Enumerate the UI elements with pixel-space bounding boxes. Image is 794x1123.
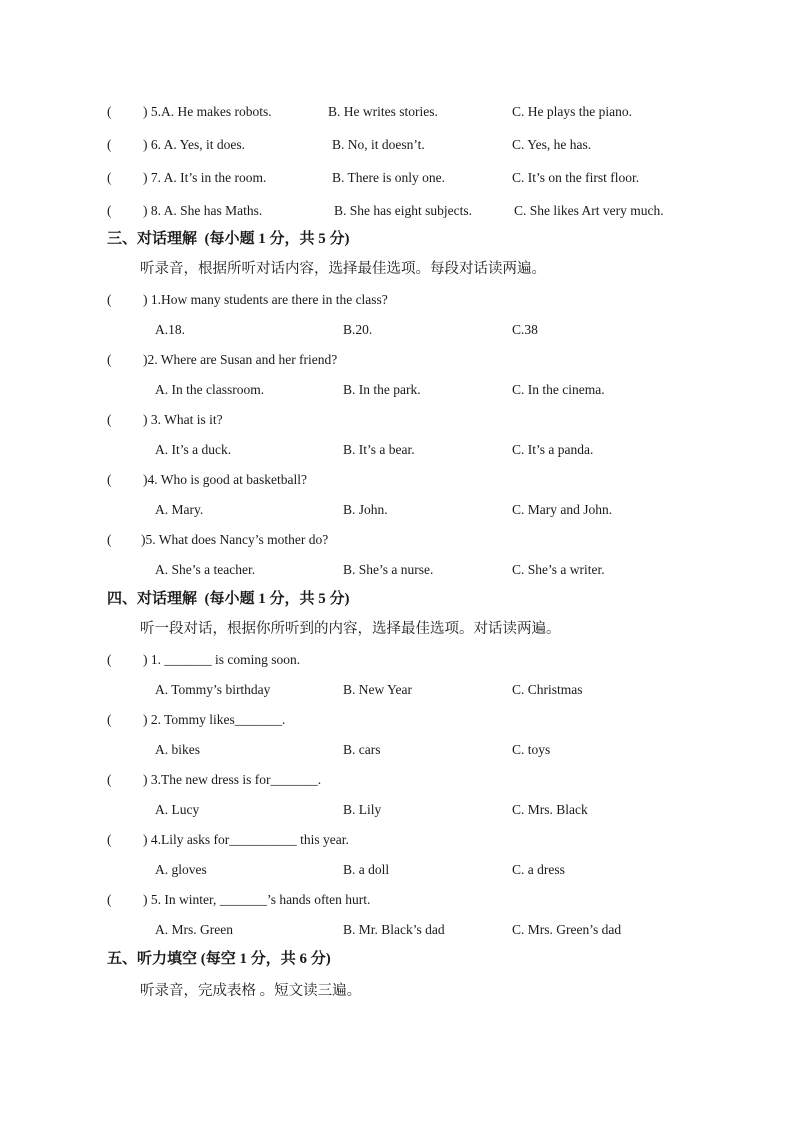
option-b: B. No, it doesn’t. bbox=[332, 137, 425, 152]
option-a: A. Lucy bbox=[155, 802, 200, 817]
option-b: B. Mr. Black’s dad bbox=[343, 922, 445, 937]
question-text: ) 3.The new dress is for_______. bbox=[143, 772, 322, 787]
section-heading-4: 四、对话理解 (每小题 1 分，共 5 分) bbox=[107, 591, 350, 607]
question-text: ) 6. A. Yes, it does. bbox=[143, 137, 246, 152]
option-a: A. In the classroom. bbox=[155, 382, 265, 397]
answer-paren[interactable]: ( bbox=[107, 292, 112, 307]
option-b: B. In the park. bbox=[343, 382, 421, 397]
section-instruction-3: 听录音，根据所听对话内容，选择最佳选项。每段对话读两遍。 bbox=[140, 261, 546, 277]
option-c: C. It’s on the first floor. bbox=[512, 170, 640, 185]
question-text: ) 4.Lily asks for__________ this year. bbox=[143, 832, 349, 847]
option-a: A. It’s a duck. bbox=[155, 442, 232, 457]
option-c: C. Mary and John. bbox=[512, 502, 613, 517]
question-text: ) 5. In winter, _______’s hands often hurt. bbox=[143, 892, 371, 907]
option-b: B.20. bbox=[343, 322, 373, 337]
question-text: ) 5.A. He makes robots. bbox=[143, 104, 272, 119]
option-b: B. New Year bbox=[343, 682, 412, 697]
question-text: ) 2. Tommy likes_______. bbox=[143, 712, 286, 727]
question-text: )2. Where are Susan and her friend? bbox=[143, 352, 338, 367]
option-a: A.18. bbox=[155, 322, 185, 337]
question-text: )5. What does Nancy’s mother do? bbox=[141, 532, 329, 547]
option-a: A. Mary. bbox=[155, 502, 204, 517]
question-text: ) 1.How many students are there in the class? bbox=[143, 292, 388, 307]
option-c: C. She’s a writer. bbox=[512, 562, 605, 577]
answer-paren[interactable]: ( bbox=[107, 892, 112, 907]
question-text: ) 7. A. It’s in the room. bbox=[143, 170, 267, 185]
option-c: C. Mrs. Green’s dad bbox=[512, 922, 622, 937]
answer-paren[interactable]: ( bbox=[107, 203, 112, 218]
option-c: C. In the cinema. bbox=[512, 382, 605, 397]
question-text: )4. Who is good at basketball? bbox=[143, 472, 307, 487]
option-b: B. There is only one. bbox=[332, 170, 445, 185]
question-text: ) 3. What is it? bbox=[143, 412, 223, 427]
option-b: B. He writes stories. bbox=[328, 104, 438, 119]
answer-paren[interactable]: ( bbox=[107, 352, 112, 367]
option-a: A. Tommy’s birthday bbox=[155, 682, 271, 697]
answer-paren[interactable]: ( bbox=[107, 772, 112, 787]
section-heading-3: 三、对话理解 (每小题 1 分，共 5 分) bbox=[107, 231, 350, 247]
option-b: B. She has eight subjects. bbox=[334, 203, 472, 218]
answer-paren[interactable]: ( bbox=[107, 532, 112, 547]
option-b: B. John. bbox=[343, 502, 388, 517]
answer-paren[interactable]: ( bbox=[107, 472, 112, 487]
answer-paren[interactable]: ( bbox=[107, 652, 112, 667]
option-a: A. bikes bbox=[155, 742, 200, 757]
option-c: C. Yes, he has. bbox=[512, 137, 592, 152]
section-instruction-5: 听录音，完成表格 。短文读三遍。 bbox=[140, 983, 362, 999]
section-heading-5: 五、听力填空 (每空 1 分，共 6 分) bbox=[107, 951, 331, 967]
answer-paren[interactable]: ( bbox=[107, 104, 112, 119]
section-instruction-4: 听一段对话，根据你所听到的内容，选择最佳选项。对话读两遍。 bbox=[140, 621, 561, 637]
question-text: ) 8. A. She has Maths. bbox=[143, 203, 263, 218]
answer-paren[interactable]: ( bbox=[107, 412, 112, 427]
answer-paren[interactable]: ( bbox=[107, 832, 112, 847]
option-c: C. He plays the piano. bbox=[512, 104, 632, 119]
option-c: C. a dress bbox=[512, 862, 565, 877]
option-b: B. cars bbox=[343, 742, 381, 757]
answer-paren[interactable]: ( bbox=[107, 712, 112, 727]
option-c: C. She likes Art very much. bbox=[514, 203, 664, 218]
option-c: C. It’s a panda. bbox=[512, 442, 594, 457]
option-b: B. a doll bbox=[343, 862, 390, 877]
option-b: B. She’s a nurse. bbox=[343, 562, 434, 577]
option-c: C.38 bbox=[512, 322, 538, 337]
option-a: A. gloves bbox=[155, 862, 207, 877]
answer-paren[interactable]: ( bbox=[107, 170, 112, 185]
option-c: C. toys bbox=[512, 742, 551, 757]
option-a: A. Mrs. Green bbox=[155, 922, 233, 937]
option-c: C. Christmas bbox=[512, 682, 583, 697]
option-b: B. Lily bbox=[343, 802, 382, 817]
answer-paren[interactable]: ( bbox=[107, 137, 112, 152]
option-a: A. She’s a teacher. bbox=[155, 562, 256, 577]
question-text: ) 1. _______ is coming soon. bbox=[143, 652, 301, 667]
option-c: C. Mrs. Black bbox=[512, 802, 588, 817]
option-b: B. It’s a bear. bbox=[343, 442, 415, 457]
